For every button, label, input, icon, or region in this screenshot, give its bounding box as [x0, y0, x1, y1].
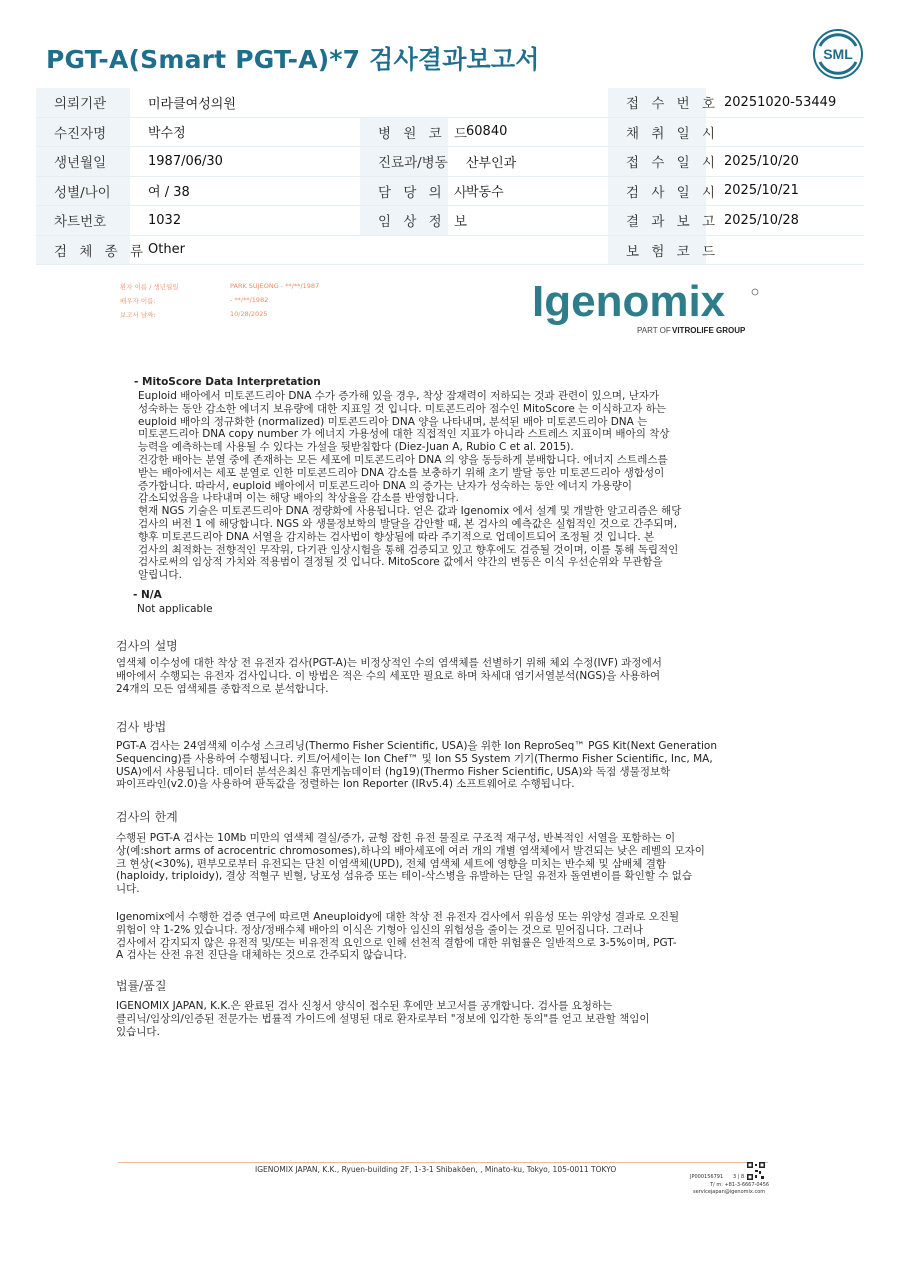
report-date-value: 10/28/2025	[230, 310, 268, 318]
info-row	[36, 147, 864, 177]
section-body	[116, 657, 766, 695]
text-line: 능력을 예측하는데 사용될 수 있다는 가설을 뒷받침합다 (Diez-Juan A, Rubio C et al. 2015).	[138, 441, 574, 454]
text-line: 배아에서 수행되는 유전자 검사입니다. 이 방법은 적은 수의 세포만 필요로 하며 차세대 염기서열분석(NGS)을 사용하여	[116, 669, 661, 682]
spouse-name-label: 배우자 이름:	[120, 297, 156, 305]
info-value	[706, 117, 864, 147]
svg-text:VITROLIFE GROUP: VITROLIFE GROUP	[672, 326, 746, 335]
section-heading: 검사의 설명	[116, 639, 178, 653]
footer-email: servicejapan@igenomix.com	[693, 1189, 766, 1195]
text-line: 수행된 PGT-A 검사는 10Mb 미만의 염색체 결실/증가, 균형 잡힌 유전 물질로 구조적 재구성, 반복적인 서열을 포함하는 이	[116, 832, 676, 844]
info-row	[36, 176, 864, 206]
section-heading: 법률/품질	[116, 979, 167, 993]
text-line: 니다.	[116, 883, 140, 896]
text-line: 검사로써의 임상적 가치와 적용범이 결정될 것 입니다. MitoScore 값에서 약간의 변동은 이식 우선순위와 무관함을	[138, 556, 663, 569]
text-line: euploid 배아의 정규화한 (normalized) 미토콘드리아 DNA 양을 나타내며, 분석된 배아 미토콘드리아 DNA 는	[138, 415, 648, 428]
patient-name-label: 환자 이름 / 생년월일	[120, 283, 179, 291]
svg-text:SML: SML	[823, 46, 853, 62]
text-line: 증가합니다. 따라서, euploid 배아에서 미토콘드리아 DNA 의 증가는 난자가 성숙하는 동안 에너지 가용량이	[138, 479, 632, 492]
info-row	[36, 117, 864, 147]
info-value: 60840	[448, 117, 608, 147]
info-label: 담 당 의 사	[360, 176, 448, 206]
info-label: 병 원 코 드	[360, 117, 448, 147]
info-row	[36, 88, 864, 117]
text-line: 받는 배아에서는 세포 분열로 인한 미토콘드리아 DNA 감소를 보충하기 위해 초기 발달 동안 미토콘드리아 생합성이	[138, 466, 665, 479]
section-body	[116, 911, 766, 962]
section-body	[116, 1000, 766, 1038]
info-label	[360, 235, 448, 265]
text-line: 있습니다.	[116, 1025, 160, 1038]
info-label: 접 수 일 시	[608, 147, 706, 177]
text-line: 24개의 모든 염색체를 종합적으로 분석합니다.	[116, 682, 329, 695]
info-label: 임 상 정 보	[360, 206, 448, 236]
footer-address: IGENOMIX JAPAN, K.K., Ryuen-building 2F, 1-3-1 Shibakōen, , Minato-ku, Tokyo, 105-0011 TOKYO	[255, 1165, 617, 1174]
info-value: 박동수	[448, 176, 608, 206]
info-value: 1032	[130, 206, 360, 236]
text-line: 위험이 약 1-2% 있습니다. 정상/정배수체 배아의 이식은 기형아 임신의 위험성을 줄이는 것으로 믿어집니다. 그러나	[116, 923, 644, 936]
text-line: USA)에서 사용됩니다. 데이터 분석은최신 휴먼게놈데이터 (hg19)(Thermo Fisher Scientific, USA)와 독점 생물정보학	[116, 765, 671, 778]
footer-divider	[118, 1162, 768, 1163]
text-line: 향후 미토콘드리아 DNA 서열을 감지하는 검사법이 향상됨에 따라 주기적으로 업데이트되어 조정될 것 입니다. 본	[138, 530, 655, 543]
doc-code: JP000156791	[690, 1174, 724, 1180]
info-value: 산부인과	[448, 147, 608, 177]
section-body	[116, 832, 766, 896]
patient-name-value: PARK SUJEONG - **/**/1987	[230, 282, 320, 290]
text-line: (haploidy, triploidy), 결상 적혈구 빈혈, 낭포성 섬유증 또는 테이-삭스병을 유발하는 단일 유전자 돌연변이를 확인할 수 없습	[116, 870, 692, 883]
text-line: Igenomix에서 수행한 검증 연구에 따르면 Aneuploidy에 대한 착상 전 유전자 검사에서 위음성 또는 위양성 결과로 오진될	[116, 911, 680, 923]
text-line: Euploid 배아에서 미토콘드리아 DNA 수가 증가해 있을 경우, 착상 잠재력이 저하되는 것과 관련이 있으며, 난자가	[138, 390, 660, 402]
info-label	[360, 88, 448, 117]
info-value: 미라클여성의원	[130, 88, 360, 117]
text-line: 염색체 이수성에 대한 착상 전 유전자 검사(PGT-A)는 비정상적인 수의 염색체를 선별하기 위해 체외 수정(IVF) 과정에서	[116, 657, 662, 669]
report-title: PGT-A(Smart PGT-A)*7 검사결과보고서	[46, 45, 540, 74]
info-value: 20251020-53449	[706, 88, 864, 117]
footer-phone: T/ m: +81-3-6667-0456	[710, 1182, 770, 1188]
info-label: 차트번호	[36, 206, 130, 236]
info-value: 1987/06/30	[130, 147, 360, 177]
section-body	[116, 740, 766, 791]
text-line: 알립니다.	[138, 569, 182, 582]
text-line: 미토콘드리아 DNA copy number 가 에너지 가용성에 대한 직접적인 지표가 아니라 스트레스 지표이며 배아의 착상	[138, 428, 670, 441]
igenomix-logo	[532, 278, 762, 340]
text-line: 파이프라인(v2.0)을 사용하여 판독값을 정렬하는 Ion Reporter (IRv5.4) 소프트웨어로 수행됩니다.	[116, 778, 575, 791]
info-value: 박수정	[130, 117, 360, 147]
info-row	[36, 206, 864, 236]
text-line: 감소되었음을 나타내며 이는 해당 배아의 착상율을 감소를 반영합니다.	[138, 492, 459, 505]
text-line: PGT-A 검사는 24염색체 이수성 스크리닝(Thermo Fisher Scientific, USA)을 위한 Ion ReproSeq™ PGS Kit(Next Generation	[116, 740, 717, 752]
info-value: 2025/10/28	[706, 206, 864, 236]
info-value	[706, 235, 864, 265]
info-label: 보 험 코 드	[608, 235, 706, 265]
info-label: 검 사 일 시	[608, 176, 706, 206]
qr-code-icon	[747, 1162, 765, 1180]
info-label: 검 체 종 류	[36, 235, 130, 265]
info-label: 성별/나이	[36, 176, 130, 206]
info-value	[448, 88, 608, 117]
spouse-name-value: - **/**/1982	[230, 296, 269, 304]
section-heading: 검사 방법	[116, 720, 167, 734]
info-value: 2025/10/21	[706, 176, 864, 206]
info-label: 수진자명	[36, 117, 130, 147]
patient-info-table	[36, 88, 864, 265]
text-line: 검사의 버전 1 에 해당합니다. NGS 와 생물정보학의 발달을 감안할 때, 본 검사의 예측값은 실험적인 것으로 간주되며,	[138, 517, 678, 530]
text-line: IGENOMIX JAPAN, K.K.은 완료된 검사 신청서 양식이 접수된 후에만 보고서를 공개합니다. 검사를 요청하는	[116, 1000, 613, 1012]
text-line: 현재 NGS 기술은 미토콘드리아 DNA 정량화에 사용됩니다. 얻은 값과 Igenomix 에서 설계 및 개발한 알고리즘은 해당	[138, 505, 682, 518]
mitoscore-text	[138, 390, 768, 582]
info-value	[448, 235, 608, 265]
report-date-label: 보고서 날짜:	[120, 311, 156, 319]
info-value: 2025/10/20	[706, 147, 864, 177]
text-line: Sequencing)를 사용하여 수행됩니다. 키트/어세이는 Ion Chef™ 및 Ion S5 System 기기(Thermo Fisher Scientific, Inc, MA,	[116, 752, 713, 765]
info-value	[448, 206, 608, 236]
text-line: 크 현상(<30%), 편부모로부터 유전되는 단친 이염색체(UPD), 전체 염색체 세트에 영향을 미치는 반수체 및 삼배체 결함	[116, 857, 667, 870]
info-label: 결 과 보 고	[608, 206, 706, 236]
text-line: A 검사는 산전 유전 진단을 대체하는 것으로 간주되지 않습니다.	[116, 949, 407, 962]
na-text: Not applicable	[137, 603, 213, 615]
svg-text:PART OF: PART OF	[637, 326, 671, 335]
text-line: 성숙하는 동안 감소한 에너지 보유량에 대한 지표일 것 입니다. 미토콘드리아 점수인 MitoScore 는 이식하고자 하는	[138, 402, 666, 415]
page-number: 3 | 8	[733, 1174, 745, 1180]
info-label: 의뢰기관	[36, 88, 130, 117]
text-line: 검사에서 감지되지 않은 유전적 및/또는 비유전적 요인으로 인해 선천적 결함에 대한 위험률은 일반적으로 3-5%이며, PGT-	[116, 936, 677, 949]
info-label: 진료과/병동	[360, 147, 448, 177]
text-line: 클리닉/임상의/인증된 전문가는 법률적 가이드에 설명된 대로 환자로부터 "정보에 입각한 동의"를 얻고 보관할 책임이	[116, 1012, 650, 1025]
text-line: 건강한 배아는 분열 중에 존재하는 모든 세포에 미토콘드리아 DNA 의 양을 동등하게 분배합니다. 에너지 스트레스를	[138, 453, 668, 466]
section-heading: 검사의 한계	[116, 810, 178, 824]
sml-logo	[812, 28, 864, 80]
info-label: 생년월일	[36, 147, 130, 177]
mitoscore-title: - MitoScore Data Interpretation	[134, 376, 321, 388]
na-title: - N/A	[133, 589, 162, 601]
info-value: 여 / 38	[130, 176, 360, 206]
info-label: 채 취 일 시	[608, 117, 706, 147]
info-value: Other	[130, 235, 360, 265]
svg-text:Igenomix: Igenomix	[532, 277, 726, 326]
info-label: 접 수 번 호	[608, 88, 706, 117]
text-line: 검사의 최적화는 전향적인 무작위, 다기관 임상시험을 통해 검증되고 있고 향후에도 검증될 것이며, 이를 통해 독립적인	[138, 543, 679, 556]
text-line: 상(예:short arms of acrocentric chromosomes),하나의 배아세포에 여러 개의 개별 염색체에서 발견되는 낮은 레벨의 모자이	[116, 844, 705, 857]
info-row	[36, 235, 864, 265]
